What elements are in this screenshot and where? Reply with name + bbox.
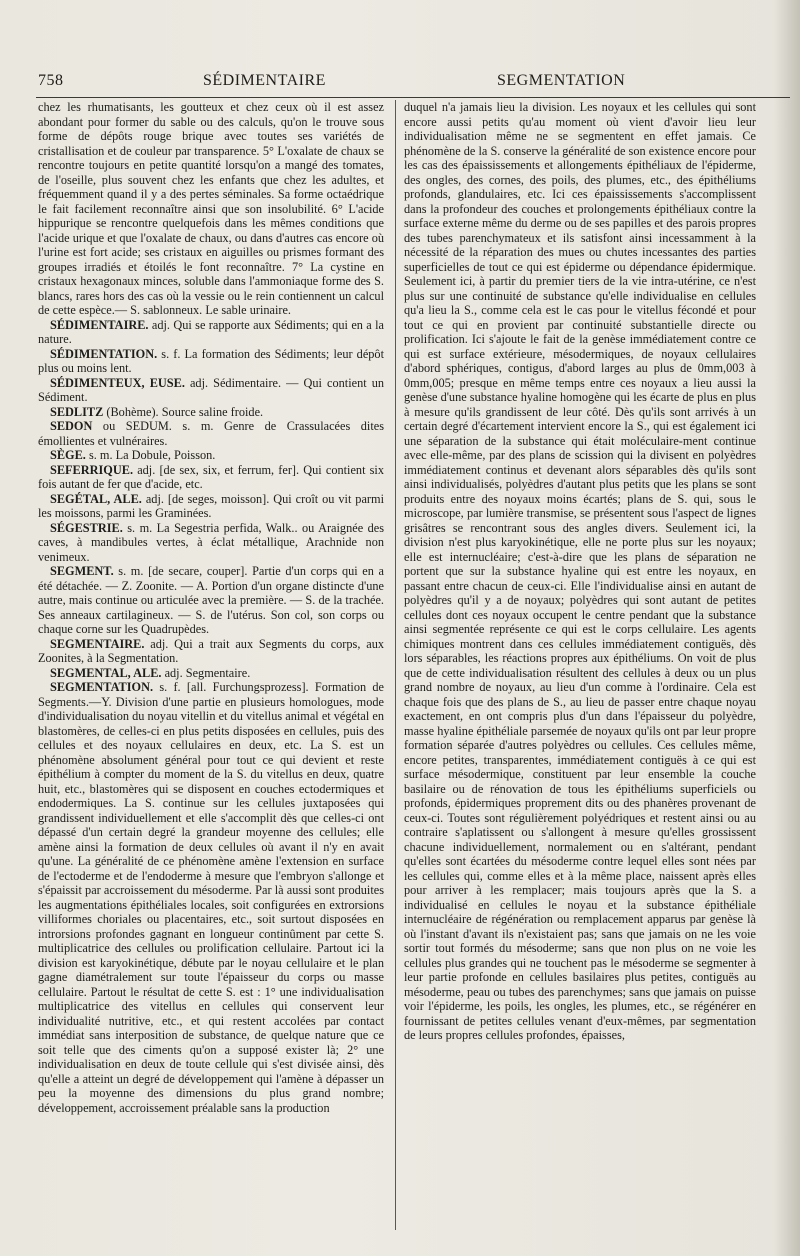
entry-paragraph [38,521,384,565]
entry-paragraph [38,666,384,681]
entry-text: adj. Qui se rapporte aux Sédiments; qui en a la nature. [38,317,384,346]
entry-headword: SÉDIMENTAIRE. [50,317,149,332]
entry-text: s. m. La Dobule, Poisson. [85,448,216,462]
entry-paragraph [38,680,384,1115]
entry-headword: SEGÉTAL, ALE. [50,491,142,506]
entry-paragraph [404,100,756,1043]
entry-paragraph [38,100,384,318]
entry-text: s. m. [de secare, couper]. Partie d'un corps qui en a été détachée. — Z. Zoonite. — A. Portion d'un organe distincte d'une autre, mais continue ou articulée avec la première. — S. de la trachée. Ses anneaux cartilagineux. — S. de l'utérus. Son col, son corps ou chaque corne sur les Quadrupèdes. [38,564,384,636]
entry-paragraph [38,463,384,492]
entry-paragraph [38,376,384,405]
entry-headword: SEGMENTATION. [50,680,154,694]
entry-headword: SÉDIMENTATION. [50,346,158,361]
header-right-word: SEGMENTATION [497,72,626,89]
entry-text: duquel n'a jamais lieu la division. Les noyaux et les cellules qui sont encore aussi petits qu'au moment où vient d'avoir lieu leur individualisation même ne se segmentent en effet jamais. Ce phénomène de la S. conserve la généralité de son existence encore pour les cas des épaississements et allongements épithéliaux de l'épiderme, des ongles, des cornes, des poils, des plumes, etc., des épithéliums profonds, glandulaires, etc. Ici ces épaississements s'accomplissent dans la profondeur des couches et prolongements épithéliaux contre la surface externe même du derme ou de ses papilles et des parois propres des tubes parenchymateux et ils satisfont ainsi incessamment à la nécessité de la réparation des mues ou chutes incessantes des parties superficielles de tout ce qui est épiderme ou dépendance épidermique. Seulement ici, à partir du premier tiers de la vie intra-utérine, ce n'est plus sur une continuité de substance qu'elle individualise en cellules qu'a lieu la S., comme cela est le cas pour le vitellus fécondé et pour tout ce qui en provient par continuité substantielle directe ou prolification. Ici s'ajoute le fait de la genèse immédiatement contre ce qui est surface extérieure, mésodermiques, de noyaux cellulaires d'abord sphériques, contigus, d'abord larges au plus de 0mm,003 à 0mm,005; presque en même temps entre ces noyaux a lieu aussi la genèse d'une substance hyaline homogène qui les écarte de plus en plus à mesure qu'ils grandissent de leur côté. Dès qu'ils sont arrivés à un certain degré d'écartement intervient encore la S., qui est également ici une séparation de la substance qui était moléculaire-ment continue avec elle-même, par des plans de scission qui la divisent en polyèdres immédiatement continus et devenant alors séparables dès qu'ils sont ainsi individualisés, polyèdres d'autant plus petits que les plans se sont produits entre des noyaux moins écartés; plans de S. qui, sous le microscope, par lumière transmise, se présentent sous l'aspect de lignes grisâtres se rencontrant sous des angles divers. Seulement ici, la division n'est plus karyokinétique, elle ne porte plus sur les noyaux; elle est internucléaire; c'est-à-dire que les plans de séparation ne portent que sur la substance hyaline qui est entre les noyaux, en passant entre chacun de ceux-ci. Elle l'individualise ainsi en autant de polyèdres qu'il y a de noyaux; polyèdres qui sont autant de petites cellules dont ces noyaux occupent le centre pendant que la substance ainsi segmentée représente ce qui est le corps cellulaire. Les agents chimiques montrent dans ces cellules immédiatement contiguës, dès lors séparables, les réactions propres aux épithéliums. On voit de plus que de cette individualisation résultent des cellules à deux ou un plus grand nombre de noyaux, au lieu d'un comme à l'ordinaire. Cela est chaque fois que des plans de S., au lieu de passer entre chaque noyau exactement, en ont compris plus d'un dans l'épaisseur du polyèdre, masse hyaline épithéliale parsemée de noyaux qu'ils ont par leur propre formation séparée d'autres polyèdres ou cellules. Ces cellules même, encore petites, transparentes, immédiatement contiguës à ce qui est surface mésodermique, constituent par leur ensemble la couche basilaire ou de rénovation de tous les épithéliums superficiels ou profonds, épidermiques proprement dits ou des phanères provenant de ceux-ci. Toutes sont régulièrement polyédriques et restent ainsi ou au contraire s'aplatissent ou s'allongent à mesure qu'elles grossissent chacune individuellement, normalement ou en s'altérant, pendant qu'elles sont écartées du mésoderme contre lequel elles sont nées par les cellules qui, comme elles et à la même place, naissent après elles pour arriver à les remplacer; mais toujours après que la S. a individualisé en cellules le noyau et la substance épithéliale internucléaire de régénération ou remplacement apparus par genèse là où l'instant d'avant ils n'existaient pas; sans que jamais on ne les voie sortir tout formés du mésoderme; sans que non plus on ne voie les cellules plus grandes qui ne touchent pas le mésoderme se segmenter à leur partie profonde en cellules basilaires plus petites, contiguës au mésoderme, peau ou tubes des parenchymes; sans que jamais on puisse voir l'épiderme, les poils, les ongles, les plumes, etc., se régénérer en fournissant de petites cellules venant d'eux-mêmes, par segmentation de leurs propres cellules profondes, épaisses, [404,100,756,1042]
entry-headword: SÉDIMENTEUX, EUSE. [50,375,185,390]
entry-paragraph [38,419,384,448]
left-column [38,100,384,1115]
header-left-word: SÉDIMENTAIRE [203,72,326,89]
entry-headword: SEDLITZ [50,404,104,419]
entry-headword: SÉGESTRIE. [50,520,123,535]
entry-text: adj. [de seges, moisson]. Qui croît ou vit parmi les moissons, parmi les Graminées. [38,491,384,520]
header-rule [36,97,790,98]
page-number: 758 [38,72,64,89]
entry-headword: SEFERRIQUE. [50,462,134,477]
entry-text: s. f. La formation des Sédiments; leur dépôt plus ou moins lent. [38,346,384,375]
entry-text: chez les rhumatisants, les goutteux et chez ceux où il est assez abondant pour former du sable ou des calculs, qu'on le trouve sous forme de dépôts rouge brique avec toutes ses variétés de cristallisation et de couleur par transparence. 5° L'oxalate de chaux se rencontre toujours en petite quantité lorsqu'on a mangé des tomates, de l'oseille, plus souvent chez les enfants que chez les adultes, et fréquemment quand il y a des pertes séminales. Sa forme octaédrique le fait facilement reconnaître ainsi que son insolubilité. 6° L'acide hippurique se rencontre quelquefois dans les mêmes conditions que l'acide urique et que l'oxalate de chaux, ou dans d'autres cas encore où l'urine est fort acide; ses cristaux en aiguilles ou prismes formant des groupes irradiés et étoilés le font reconnaître. 7° La cystine en cristaux hexagonaux minces, soluble dans l'ammoniaque forme des S. blancs, rares hors des cas où la vessie ou le rein contiennent un calcul de cette espèce.— S. sablonneux. Le sable urinaire. [38,100,384,317]
entry-headword: SEGMENT. [50,564,114,578]
entry-text: adj. [de sex, six, et ferrum, fer]. Qui contient six fois autant de fer que d'acide, etc. [38,462,384,491]
column-divider [395,100,396,1230]
entry-paragraph [38,405,384,420]
entry-text: adj. Sédimentaire. — Qui contient un Sédiment. [38,375,384,404]
entry-paragraph [38,448,384,463]
entry-text: adj. Segmentaire. [161,665,251,680]
right-column [404,100,756,1043]
running-header [0,72,800,96]
entry-headword: SEDON [50,419,93,433]
entry-paragraph [38,347,384,376]
entry-text: s. m. La Segestria perfida, Walk.. ou Araignée des caves, à mandibules vertes, à éclat métallique, Arachnide non venimeux. [38,520,384,564]
entry-text: (Bohème). Source saline froide. [103,404,264,419]
entry-paragraph [38,492,384,521]
entry-text: s. f. [all. Furchungsprozess]. Formation de Segments.—Y. Division d'une partie en plusieurs homologues, mode d'individualisation du noyau vitellin et du vitellus animal et végétal en blastomères, de celles-ci en plus petits disposées en cellules, puis des cellules et des noyaux cellulaires en deux, etc. La S. est un phénomène absolument général pour tout ce qui devient et reste épithélium à compter du moment de la S. du vitellus en deux, quatre huit, etc., blastomères qui se disposent en couches ectodermiques et endodermiques. La S. continue sur les cellules juxtaposées qui grandissent individuellement et elle s'accomplit dès que celles-ci ont dépassé d'un certain degré la grandeur moyenne des cellules; elle amène ainsi la formation de deux cellules où avant il n'y en avait qu'une. La généralité de ce phénomène amène l'extension en surface de l'ectoderme et de l'endoderme à mesure que l'embryon s'allonge et s'épaissit par accroissement du mésoderme. Par là aussi sont produites les augmentations épithéliales locales, soit configurées en extrorsions villiformes choriales ou placentaires, etc., soit surtout disposées en introrsions profondes gagnant en longueur continûment par cette S. multiplicatrice des cellules ou prolification cellulaire. Partout ici la division est karyokinétique, débute par le noyau cellulaire et le plan gagne diamétralement sur toute l'épaisseur du corps ou masse cellulaire. Partout le résultat de cette S. est : 1° une individualisation multiplicatrice des vitellus en cellules qui conservent leur individualité nutritive, etc., et qui restent accolées par contact immédiat sans interposition de substance, de quelque nature que ce soit telle que des ciments qu'on a supposé exister là; 2° une individualisation en deux de toute cellule qui s'est divisée ainsi, dès qu'elle a atteint un degré de développement qui l'amène à dépasser un peu la moyenne des dimensions du plus grand nombre; développement, accroissement préalable sans la production [38,680,384,1115]
entry-text: adj. Qui a trait aux Segments du corps, aux Zoonites, à la Segmentation. [38,636,384,665]
entry-text: ou SEDUM. s. m. Genre de Crassulacées dites émollientes et vulnéraires. [38,419,384,448]
entry-paragraph [38,564,384,637]
page-edge-shadow [774,0,800,1256]
entry-headword: SEGMENTAL, ALE. [50,665,162,680]
entry-headword: SÈGE. [50,448,86,462]
entry-paragraph [38,318,384,347]
entry-headword: SEGMENTAIRE. [50,636,145,651]
entry-paragraph [38,637,384,666]
